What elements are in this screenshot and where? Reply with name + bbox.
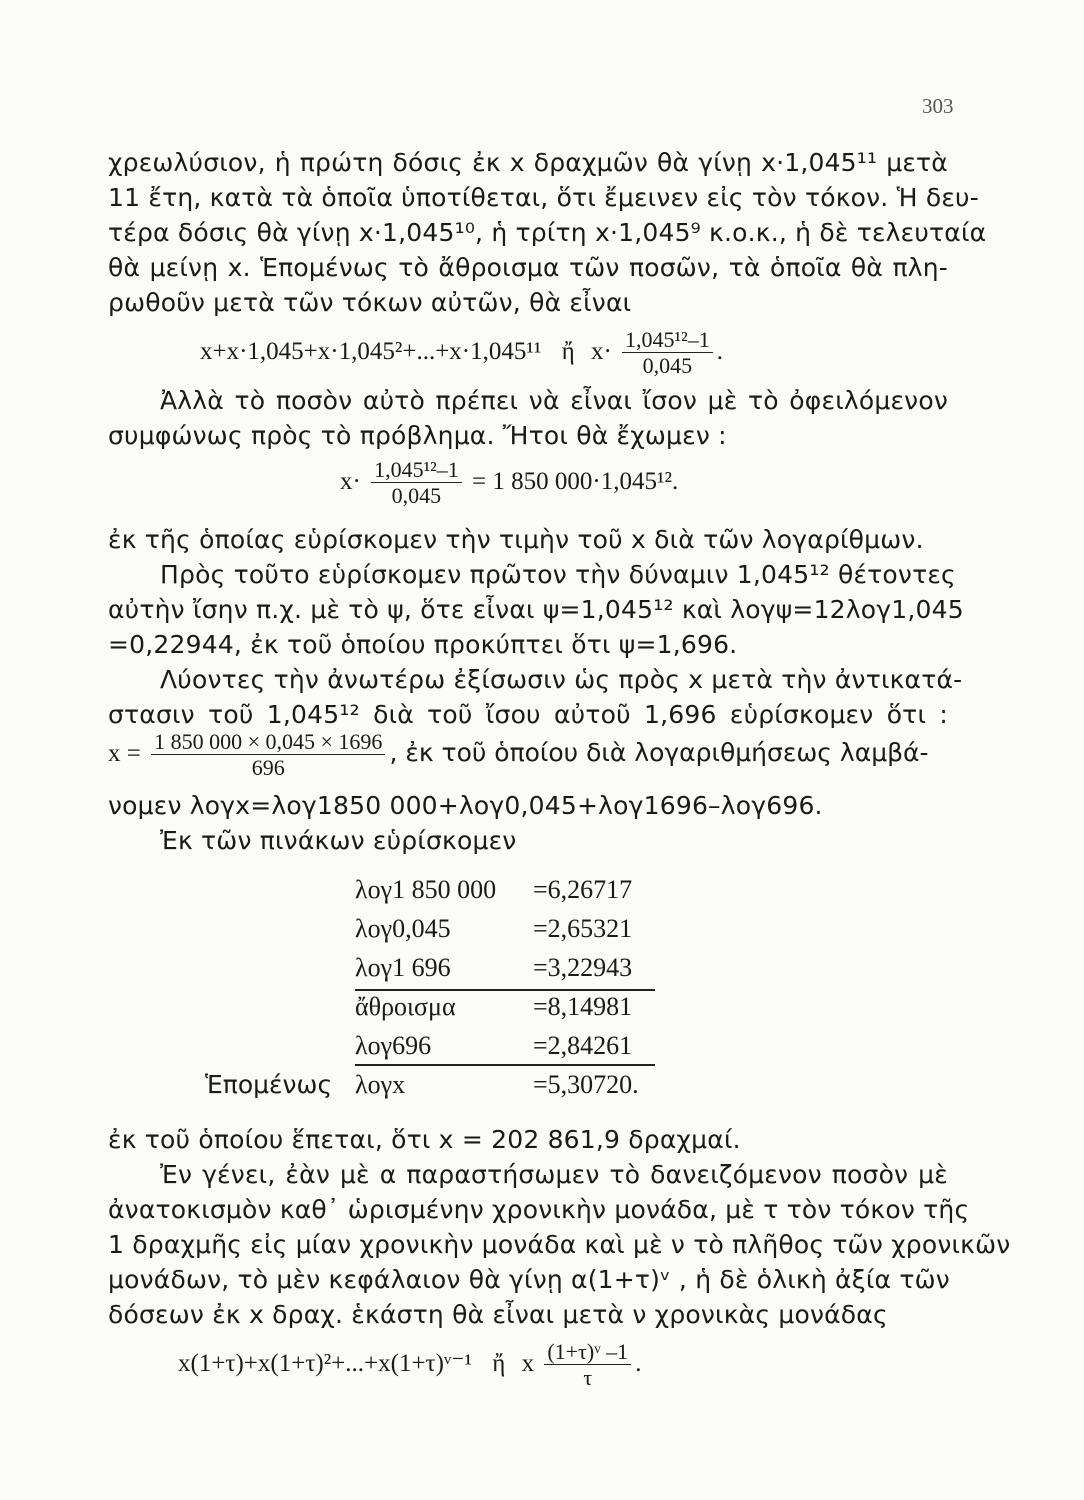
text-line: Πρὸς τοῦτο εὑρίσκομεν πρῶτον τὴν δύναμιν 1,045¹² θέτοντες: [160, 560, 956, 589]
text-line: θὰ μείνῃ x. Ἑπομένως τὸ ἄθροισμα τῶν ποσῶν, τὰ ὁποῖα θὰ πλη-: [108, 253, 948, 282]
log-row: [355, 950, 655, 989]
log-value: =5,30720.: [533, 1070, 639, 1099]
text-line: μονάδων, τὸ μὲν κεφάλαιον θὰ γίνῃ α(1+τ)ᵛ , ἡ δὲ ὁλικὴ ἀξία τῶν: [108, 1265, 950, 1294]
formula-rhs: = 1 850 000·1,045¹².: [472, 468, 679, 496]
log-row: [355, 911, 655, 950]
text-line: Ἀλλὰ τὸ ποσὸν αὐτὸ πρέπει νὰ εἶναι ἴσον μὲ τὸ ὀφειλόμενον: [160, 386, 948, 415]
fraction-numerator: (1+τ)ᵛ –1: [544, 1340, 631, 1365]
log-label: λογ0,045: [355, 914, 451, 943]
text-line: στασιν τοῦ 1,045¹² διὰ τοῦ ἴσου αὐτοῦ 1,696 εὑρίσκομεν ὅτι :: [108, 700, 948, 729]
log-row: [355, 1067, 655, 1106]
log-label: λογ1 696: [355, 953, 451, 982]
text-line: Ἐκ τῶν πινάκων εὑρίσκομεν: [160, 826, 517, 855]
paragraph-1: [108, 145, 987, 320]
formula-coef: x·: [340, 468, 361, 496]
log-prefix: Ἑπομένως: [205, 1070, 333, 1099]
paragraph-3: [108, 522, 964, 732]
text-line: ρωθοῦν μετὰ τῶν τόκων αὐτῶν, θὰ εἶναι: [108, 288, 632, 317]
formula-end: .: [716, 338, 723, 366]
fraction-denominator: τ: [583, 1365, 593, 1390]
text-line: =0,22944, ἐκ τοῦ ὁποίου προκύπτει ὅτι ψ=1,696.: [108, 630, 738, 659]
log-label: λογx: [355, 1070, 406, 1099]
log-value: =8,14981: [533, 992, 633, 1021]
page-number: 303: [922, 94, 954, 118]
formula-coef: x: [521, 1350, 535, 1378]
log-value: =2,84261: [533, 1031, 633, 1060]
formula-lhs: x =: [108, 740, 141, 768]
text-line: τέρα δόσις θὰ γίνῃ x·1,045¹⁰, ἡ τρίτη x·1,045⁹ κ.ο.κ., ἡ δὲ τελευταία: [108, 218, 987, 247]
formula-end: .: [635, 1350, 642, 1378]
formula-sum: x+x·1,045+x·1,045²+...+x·1,045¹¹: [200, 338, 542, 366]
paragraph-2: [108, 383, 948, 453]
log-value: =3,22943: [533, 953, 633, 982]
text-line: ἐκ τοῦ ὁποίου ἕπεται, ὅτι x = 202 861,9 δραχμαί.: [108, 1125, 741, 1154]
paragraph-4: [108, 788, 948, 858]
formula-tail: , ἐκ τοῦ ὁποίου διὰ λογαριθμήσεως λαμβά-: [389, 738, 929, 768]
fraction: [622, 328, 713, 379]
log-row: [355, 872, 655, 911]
log-label: λογ1 850 000: [355, 875, 497, 904]
log-value: =2,65321: [533, 914, 633, 943]
text-line: ἀνατοκισμὸν καθ᾽ ὡρισμένην χρονικὴν μονάδα, μὲ τ τὸν τόκον τῆς: [108, 1195, 970, 1224]
text-line: 1 δραχμῆς εἰς μίαν χρονικὴν μονάδα καὶ μὲ ν τὸ πλῆθος τῶν χρονικῶν: [108, 1230, 1011, 1259]
fraction: [151, 730, 385, 781]
formula-general-series: [178, 1340, 641, 1391]
formula-solution-x: [108, 730, 929, 781]
fraction-denominator: 0,045: [642, 353, 693, 378]
text-line: νομεν λογx=λογ1850 000+λογ0,045+λογ1696–λογ696.: [108, 791, 823, 820]
text-line: αὐτὴν ἴσην π.χ. μὲ τὸ ψ, ὅτε εἶναι ψ=1,045¹² καὶ λογψ=12λογ1,045: [108, 595, 964, 624]
formula-equation: [340, 458, 678, 509]
text-line: συμφώνως πρὸς τὸ πρόβλημα. Ἤτοι θὰ ἔχωμεν :: [108, 421, 727, 450]
formula-sum-series: [200, 328, 723, 379]
log-row: [355, 1028, 655, 1067]
formula-coef: x·: [590, 338, 612, 366]
fraction-numerator: 1 850 000 × 0,045 × 1696: [151, 730, 385, 755]
fraction: [544, 1340, 631, 1391]
sum-rule: [355, 989, 655, 991]
text-line: χρεωλύσιον, ἡ πρώτη δόσις ἐκ x δραχμῶν θὰ γίνῃ x·1,045¹¹ μετὰ: [108, 148, 948, 177]
fraction-numerator: 1,045¹²–1: [622, 328, 713, 353]
text-line: 11 ἔτη, κατὰ τὰ ὁποῖα ὑποτίθεται, ὅτι ἔμεινεν εἰς τὸν τόκον. Ἡ δευ-: [108, 183, 979, 212]
fraction-denominator: 0,045: [391, 483, 442, 508]
text-line: Ἐν γένει, ἐὰν μὲ α παραστήσωμεν τὸ δανειζόμενον ποσὸν μὲ: [160, 1160, 948, 1189]
formula-sum: x(1+τ)+x(1+τ)²+...+x(1+τ)ᵛ⁻¹: [178, 1350, 472, 1378]
text-line: Λύοντες τὴν ἀνωτέρω ἐξίσωσιν ὡς πρὸς x μετὰ τὴν ἀντικατά-: [160, 665, 963, 694]
result-rule: [355, 1064, 655, 1066]
text-line: δόσεων ἐκ x δραχ. ἑκάστη θὰ εἶναι μετὰ ν χρονικὰς μονάδας: [108, 1300, 888, 1329]
log-label: λογ696: [355, 1031, 432, 1060]
fraction-denominator: 696: [251, 755, 285, 780]
log-label: ἄθροισμα: [355, 992, 456, 1021]
formula-or: ἤ: [492, 1350, 506, 1378]
log-value: =6,26717: [533, 875, 633, 904]
paragraph-5: [108, 1122, 1011, 1332]
formula-or: ἤ: [561, 338, 575, 366]
log-row: [355, 989, 655, 1028]
fraction: [371, 458, 462, 509]
text-line: ἐκ τῆς ὁποίας εὑρίσκομεν τὴν τιμὴν τοῦ x διὰ τῶν λογαρίθμων.: [108, 525, 924, 554]
fraction-numerator: 1,045¹²–1: [371, 458, 462, 483]
